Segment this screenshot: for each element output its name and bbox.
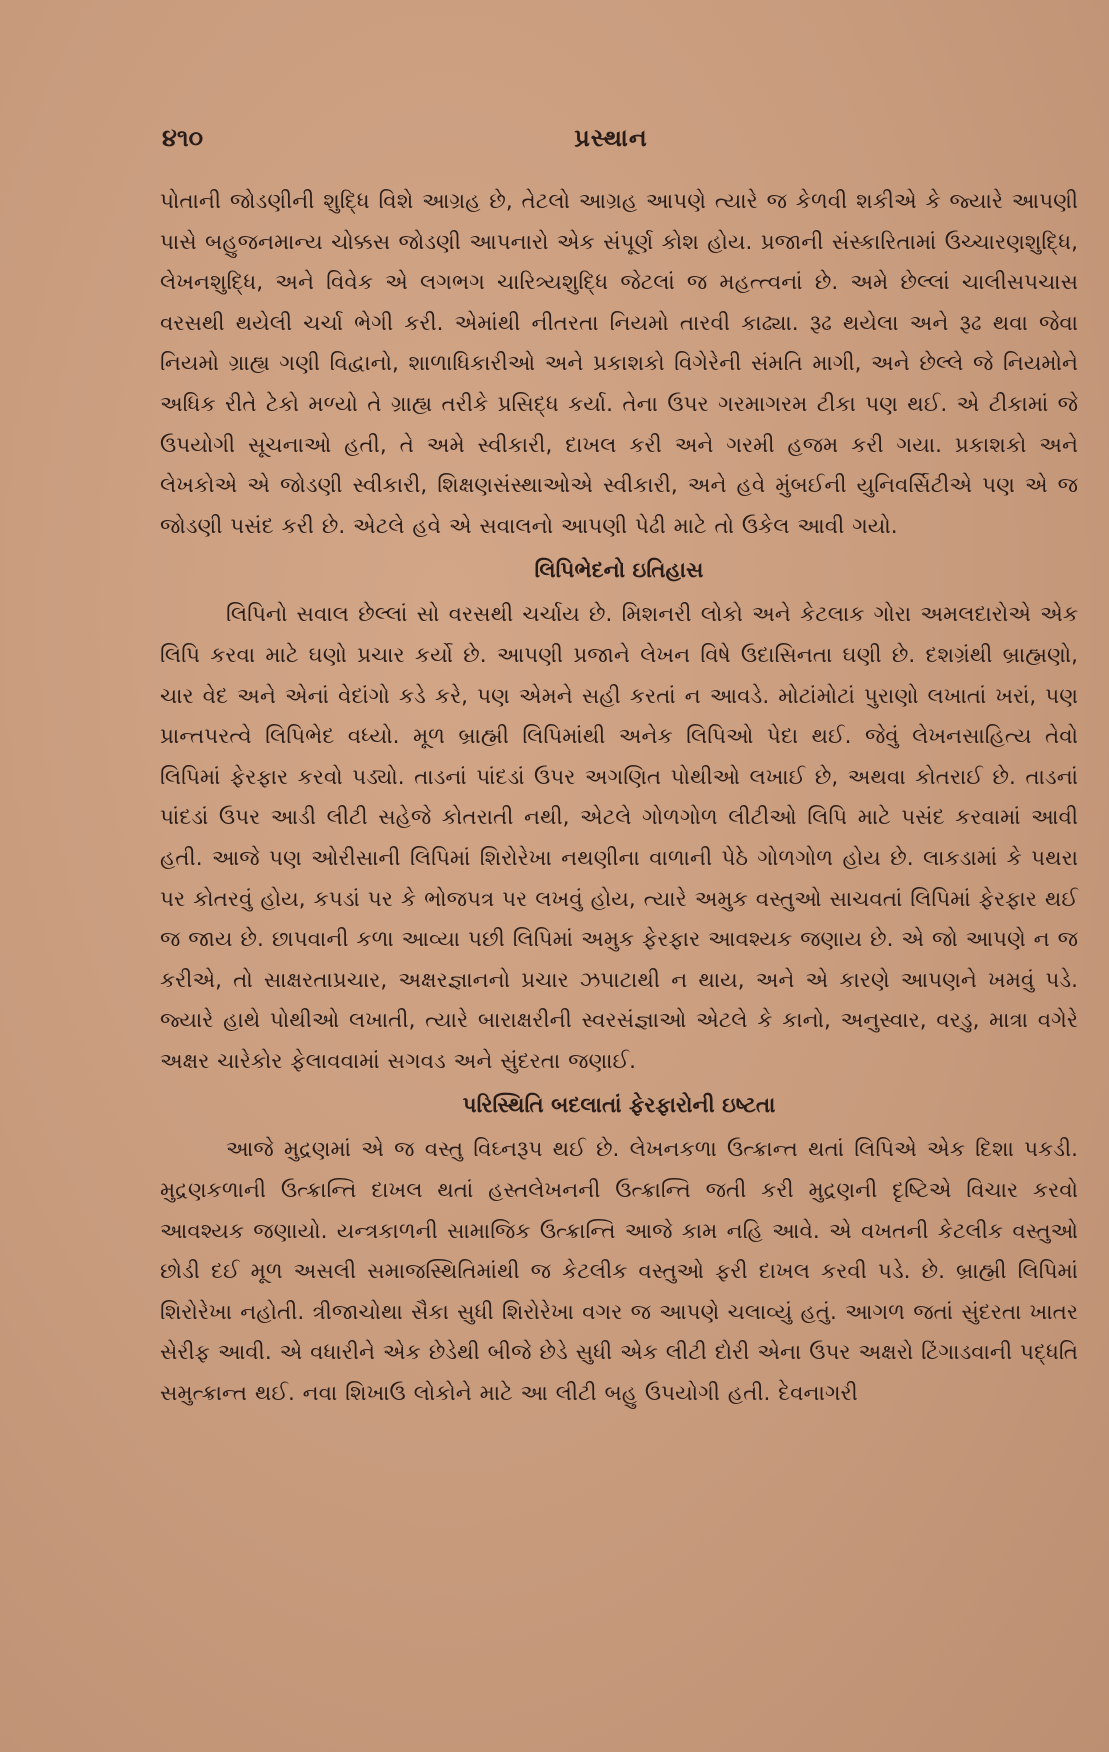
paragraph-2: લિપિનો સવાલ છેલ્લાં સો વરસથી ચર્ચાય છે. મિશનરી લોકો અને કેટલાક ગોરા અમલદારોએ એક લિપિ કરવા માટે ઘણો પ્રચાર કર્યો છે. આપણી પ્રજાને લેખન વિષે ઉદાસિનતા ઘણી છે. દશગ્રંથી બ્રાહ્મણો, ચાર વેદ અને એનાં વેદાંગો કડે કરે, પણ એમને સહી કરતાં ન આવડે. મોટાંમોટાં પુરાણો લખાતાં ખરાં, પણ પ્રાન્તપરત્વે લિપિભેદ વધ્યો. મૂળ બ્રાહ્મી લિપિમાંથી અનેક લિપિઓ પેદા થઈ. જેવું લેખનસાહિત્ય તેવો લિપિમાં ફેરફાર કરવો પડ્યો. તાડનાં પાંદડાં ઉપર અગણિત પોથીઓ લખાઈ છે, અથવા કોતરાઈ છે. તાડનાં પાંદડાં ઉપર આડી લીટી સહેજે કોતરાતી નથી, એટલે ગોળગોળ લીટીઓ લિપિ માટે પસંદ કરવામાં આવી હતી. આજે પણ ઓરીસાની લિપિમાં શિરોરેખા નથણીના વાળાની પેઠે ગોળગોળ હોય છે. લાકડામાં કે પથરા પર કોતરવું હોય, કપડાં પર કે ભોજપત્ર પર લખવું હોય, ત્યારે અમુક વસ્તુઓ સાચવતાં લિપિમાં ફેરફાર થઈ જ જાય છે. છાપવાની કળા આવ્યા પછી લિપિમાં અમુક ફેરફાર આવશ્યક જણાય છે. એ જો આપણે ન જ કરીએ, તો સાક્ષરતાપ્રચાર, અક્ષરજ્ઞાનનો પ્રચાર ઝપાટાથી ન થાય, અને એ કારણે આપણને ખમવું પડે. જ્યારે હાથે પોથીઓ લખાતી, ત્યારે બારાક્ષરીની સ્વરસંજ્ઞાઓ એટલે કે કાનો, અનુસ્વાર, વરડુ, માત્રા વગેરે અક્ષર ચારેકોર ફેલાવવામાં સગવડ અને સુંદરતા જણાઈ. — [160, 602, 1078, 1074]
page-body — [160, 182, 1078, 1415]
page-header — [132, 124, 1090, 164]
section-heading-2: પરિસ્થિતિ બદલાતાં ફેરફારોની ઇષ્ટતા — [462, 1093, 776, 1119]
paragraph-3: આજે મુદ્રણમાં એ જ વસ્તુ વિઘ્નરૂપ થઈ છે. લેખનકળા ઉત્ક્રાન્ત થતાં લિપિએ એક દિશા પકડી. મુદ્રણકળાની ઉત્ક્રાન્તિ દાખલ થતાં હસ્તલેખનની ઉત્ક્રાન્તિ જતી કરી મુદ્રણની દૃષ્ટિએ વિચાર કરવો આવશ્યક જણાયો. યન્ત્રકાળની સામાજિક ઉત્ક્રાન્તિ આજે કામ નહિ આવે. એ વખતની કેટલીક વસ્તુઓ છોડી દઈ મૂળ અસલી સમાજસ્થિતિમાંથી જ કેટલીક વસ્તુઓ ફરી દાખલ કરવી પડે. છે. બ્રાહ્મી લિપિમાં શિરોરેખા નહોતી. ત્રીજાચોથા સૈકા સુધી શિરોરેખા વગર જ આપણે ચલાવ્યું હતું. આગળ જતાં સુંદરતા ખાતર સેરીફ આવી. એ વધારીને એક છેડેથી બીજે છેડે સુધી એક લીટી દોરી એના ઉપર અક્ષરો ટિંગાડવાની પદ્ધતિ સમુત્ક્રાન્ત થઈ. નવા શિખાઉ લોકોને માટે આ લીટી બહુ ઉપયોગી હતી. દેવનાગરી — [160, 1137, 1078, 1407]
running-head-title: પ્રસ્થાન — [574, 124, 648, 152]
section-heading-1: લિપિભેદનો ઇતિહાસ — [534, 558, 704, 584]
paragraph-1: પોતાની જોડણીની શુદ્ધિ વિશે આગ્રહ છે, તેટલો આગ્રહ આપણે ત્યારે જ કેળવી શકીએ કે જ્યારે આપણી પાસે બહુજનમાન્ય ચોક્કસ જોડણી આપનારો એક સંપૂર્ણ કોશ હોય. પ્રજાની સંસ્કારિતામાં ઉચ્ચારણશુદ્ધિ, લેખનશુદ્ધિ, અને વિવેક એ લગભગ ચારિત્ર્યશુદ્ધિ જેટલાં જ મહત્ત્વનાં છે. અમે છેલ્લાં ચાલીસપચાસ વરસથી થયેલી ચર્ચા ભેગી કરી. એમાંથી નીતરતા નિયમો તારવી કાઢ્યા. રૂઢ થયેલા અને રૂઢ થવા જેવા નિયમો ગ્રાહ્ય ગણી વિદ્વાનો, શાળાધિકારીઓ અને પ્રકાશકો વિગેરેની સંમતિ માગી, અને છેલ્લે જે નિયમોને અધિક રીતે ટેકો મળ્યો તે ગ્રાહ્ય તરીકે પ્રસિદ્ધ કર્યા. તેના ઉપર ગરમાગરમ ટીકા પણ થઈ. એ ટીકામાં જે ઉપયોગી સૂચનાઓ હતી, તે અમે સ્વીકારી, દાખલ કરી અને ગરમી હજમ કરી ગયા. પ્રકાશકો અને લેખકોએ એ જોડણી સ્વીકારી, શિક્ષણસંસ્થાઓએ સ્વીકારી, અને હવે મુંબઈની યુનિવર્સિટીએ પણ એ જ જોડણી પસંદ કરી છે. એટલે હવે એ સવાલનો આપણી પેઢી માટે તો ઉકેલ આવી ગયો. — [160, 189, 1078, 539]
page-number: ૪૧૦ — [162, 124, 204, 152]
